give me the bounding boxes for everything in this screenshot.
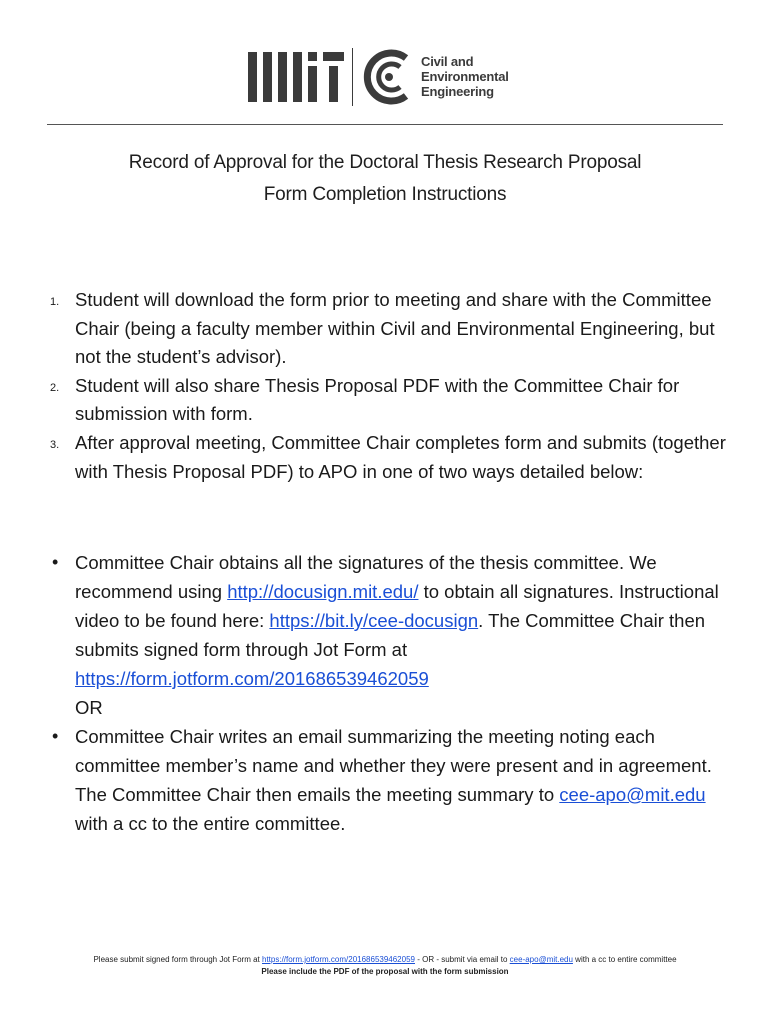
option-email	[50, 722, 730, 838]
video-link[interactable]: https://bit.ly/cee-docusign	[269, 610, 479, 631]
bullet-icon: •	[52, 726, 59, 746]
step-number: 2.	[50, 381, 60, 394]
footer-pdf-note: Please include the PDF of the proposal with the form submission	[261, 967, 509, 976]
document-subtitle: Form Completion Instructions	[263, 184, 507, 205]
email-link[interactable]: cee-apo@mit.edu	[559, 784, 706, 805]
footer-jotform-link[interactable]: https://form.jotform.com/201686539462059	[262, 955, 415, 964]
dept-line-3: Engineering	[421, 84, 494, 99]
footer-text-a: Please submit signed form through Jot Form at	[93, 955, 262, 964]
step-text: Student will download the form prior to meeting and share with the Committee Chair (being a faculty member within Civil and Environmental Engineering, but not the student’s advisor).	[75, 289, 715, 368]
step-text: Student will also share Thesis Proposal PDF with the Committee Chair for submission with form.	[75, 374, 680, 425]
step-item	[50, 429, 730, 486]
docusign-link[interactable]: http://docusign.mit.edu/	[227, 581, 419, 602]
option-signatures	[50, 548, 730, 722]
step-number: 1.	[50, 296, 60, 308]
option2-text-a: Committee Chair writes an email summarizing the meeting noting each committee member’s name and whether they were present and in agreement. The Committee Chair then emails the meeting summary to	[75, 726, 712, 805]
footer-text-b: - OR - submit via email to	[414, 955, 510, 964]
footer-text-c: with a cc to entire committee	[572, 955, 677, 964]
or-label: OR	[75, 697, 103, 718]
option2-text-b: with a cc to the entire committee.	[75, 813, 346, 834]
step-item	[50, 286, 730, 372]
option1-text-b: to obtain all signatures. Instructional video to be found here:	[75, 581, 719, 631]
department-name	[421, 54, 509, 99]
page-header	[0, 44, 770, 110]
logo-divider	[352, 48, 353, 106]
footer-email-link[interactable]: cee-apo@mit.edu	[509, 955, 573, 964]
step-number: 3.	[50, 438, 60, 451]
footer-note	[0, 955, 770, 964]
mit-logo	[248, 52, 344, 102]
dept-line-1: Civil and	[421, 54, 474, 69]
bullet-icon: •	[52, 552, 59, 572]
step-text: After approval meeting, Committee Chair completes form and submits (together with Thesis Proposal PDF) to APO in one of two ways detailed below:	[75, 431, 726, 482]
submission-options	[50, 548, 730, 838]
dept-line-2: Environmental	[421, 69, 509, 84]
header-rule	[47, 124, 723, 125]
option1-text-a: Committee Chair obtains all the signatures of the thesis committee. We recommend using	[75, 552, 657, 602]
jotform-link[interactable]: https://form.jotform.com/201686539462059	[75, 668, 429, 689]
instruction-steps	[50, 286, 730, 486]
option1-text-c: . The Committee Chair then submits signed form through Jot Form at	[75, 610, 706, 660]
document-title: Record of Approval for the Doctoral Thesis Research Proposal	[128, 152, 642, 173]
cee-mark-icon	[360, 48, 416, 106]
step-item	[50, 372, 730, 429]
